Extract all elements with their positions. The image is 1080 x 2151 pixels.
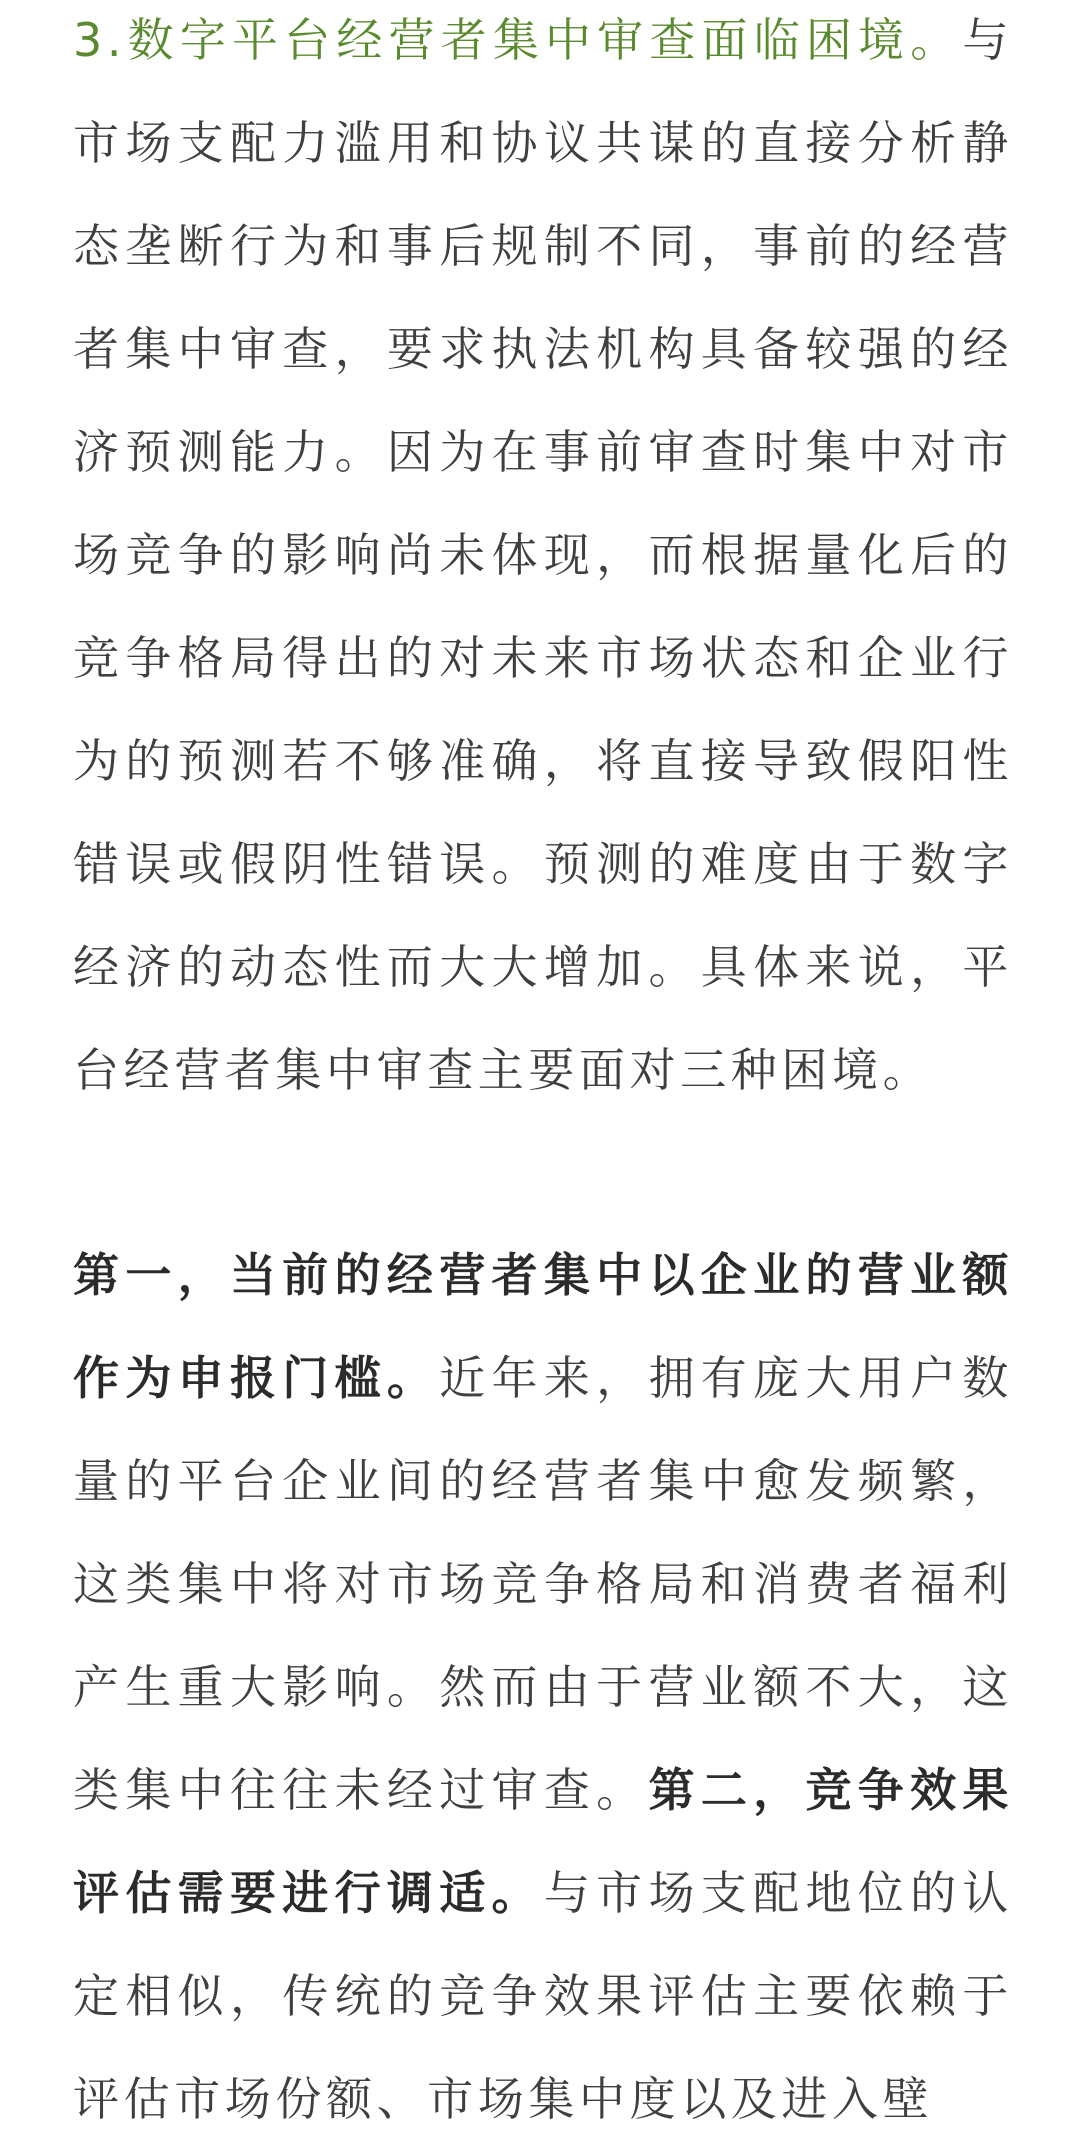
article-body (73, 0, 1013, 2151)
bold-point-second: 第二，竞争效果评估需要进行调适。 (73, 1763, 1014, 1920)
paragraph-difficulties (73, 1224, 1013, 2151)
paragraph-text: 与市场支配地位的认定相似，传统的竞争效果评估主要依赖于评估市场份额、市场集中度以及进入壁 (73, 1866, 1013, 2126)
bold-point-first: 第一，当前的经营者集中以企业的营业额作为申报门槛。 (73, 1248, 1013, 1405)
paragraph-text: 近年来，拥有庞大用户数量的平台企业间的经营者集中愈发频繁，这类集中将对市场竞争格局和消费者福利产生重大影响。然而由于营业额不大，这类集中往往未经过审查。 (73, 1351, 1013, 1817)
paragraph-intro (73, 0, 1013, 1122)
paragraph-text: 与市场支配力滥用和协议共谋的直接分析静态垄断行为和事后规制不同，事前的经营者集中审查，要求执法机构具备较强的经济预测能力。因为在事前审查时集中对市场竞争的影响尚未体现，而根据量化后的竞争格局得出的对未来市场状态和企业行为的预测若不够准确，将直接导致假阳性错误或假阴性错误。预测的难度由于数字经济的动态性而大大增加。具体来说，平台经营者集中审查主要面对三种困境。 (73, 13, 1013, 1097)
section-heading: 3.数字平台经营者集中审查面临困境。 (73, 13, 963, 67)
